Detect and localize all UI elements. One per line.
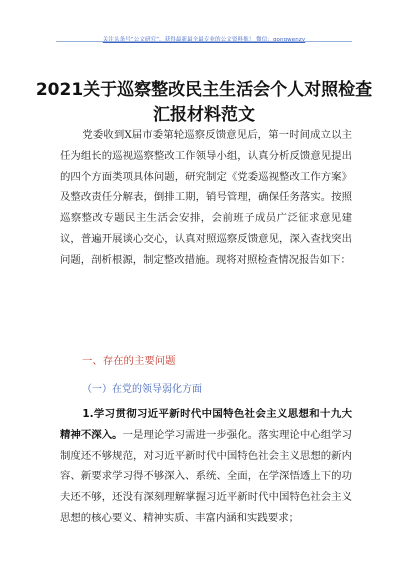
document-title bbox=[30, 78, 378, 128]
header-divider bbox=[56, 41, 352, 42]
page-header bbox=[0, 26, 408, 45]
paragraph-body: 一是理论学习需进一步强化。落实理论中心组学习制度还不够规范，对习近平新时代中国特色社会主义思想的新内容、新要求学习得不够深入、系统、全面，在学深悟透上下的功夫还不够，还没有深刻理解掌握习近平新时代中国特色社会主义思想的核心要义、精神实质、丰富内涵和实践要求； bbox=[60, 428, 353, 524]
header-promo-note[interactable]: 关注头条号“公文研究”，获得最新最全最专业的公文资料推！ 微信：gongwenzy bbox=[102, 37, 306, 43]
document-title-line-2: 汇报材料范文 bbox=[153, 105, 255, 125]
paragraph-lead: 1.学习贯彻习近平新时代中国特色社会主义思想和十九大精神不深入。 bbox=[60, 408, 352, 441]
subsection-heading-1: （一）在党的领导弱化方面 bbox=[82, 384, 202, 395]
section-heading-1: 一、存在的主要问题 bbox=[82, 355, 176, 367]
intro-paragraph: 党委收到X届市委第轮巡察反馈意见后，第一时间成立以主任为组长的巡视巡察整改工作领导小组，认真分析反馈意见提出的四个方面类项具体问题，研究制定《党委巡视整改工作方案》及整改责任分解表，倒排工期，销号管理，确保任务落实。按照巡察整改专题民主生活会安排，会前班子成员广泛征求意见建议，普遍开展谈心交心，认真对照巡察反馈意见，深入查找突出问题，剖析根源，制定整改措施。现将对照检查情况报告如下： bbox=[60, 129, 352, 266]
document-title-line-1: 2021关于巡察整改民主生活会个人对照检查 bbox=[35, 80, 373, 100]
body-paragraph-1 bbox=[60, 404, 352, 529]
